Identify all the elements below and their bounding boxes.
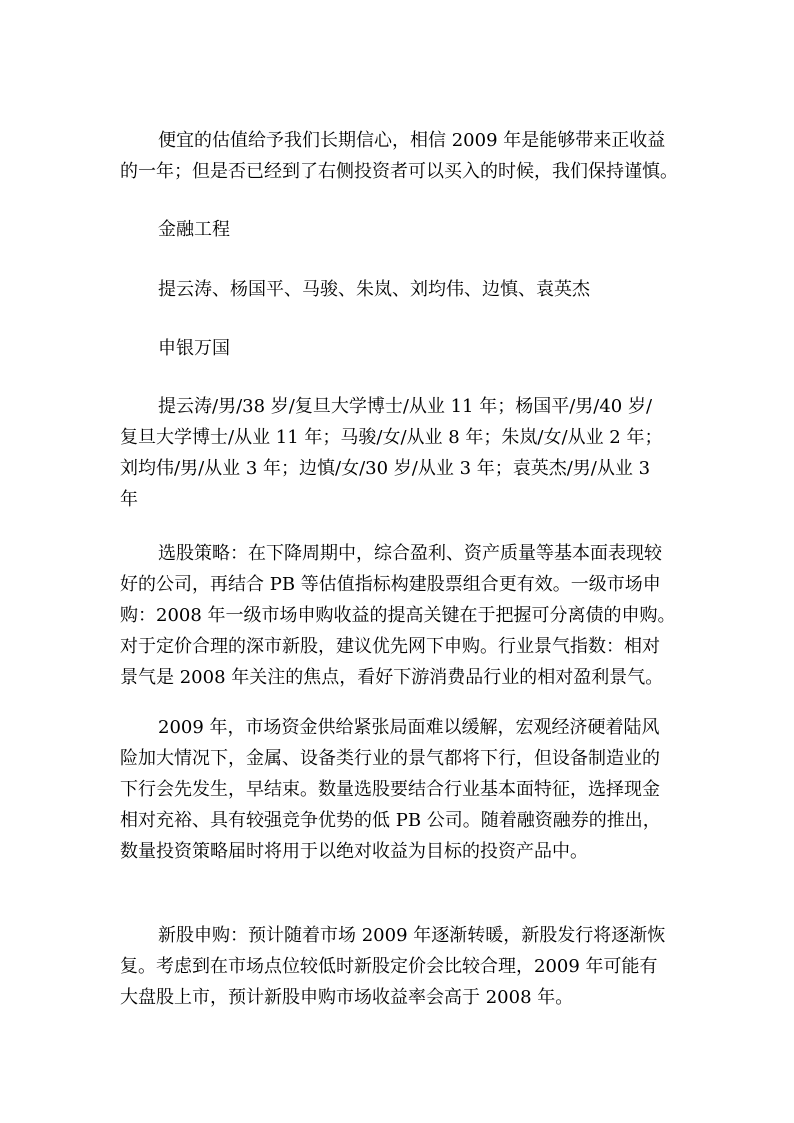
- text-line: 便宜的估值给予我们长期信心，相信 2009 年是能够带来正收益: [158, 130, 666, 151]
- text-line: 购：2008 年一级市场申购收益的提高关键在于把握可分离债的申购。: [120, 605, 676, 626]
- text-line: 刘均伟/男/从业 3 年；边慎/女/30 岁/从业 3 年；袁英杰/男/从业 3: [120, 458, 651, 479]
- paragraph-2009-market-outlook: [120, 712, 680, 867]
- text-line: 大盘股上市，预计新股申购市场收益率会高于 2008 年。: [120, 987, 574, 1008]
- paragraph-valuation-outlook: [120, 125, 680, 187]
- text-line: 下行会先发生，早结束。数量选股要结合行业基本面特征，选择现金: [120, 779, 660, 800]
- text-line: 险加大情况下，金属、设备类行业的景气都将下行，但设备制造业的: [120, 748, 660, 769]
- text-line: 新股申购：预计随着市场 2009 年逐渐转暖，新股发行将逐渐恢: [158, 925, 666, 946]
- text-line: 提云涛、杨国平、马骏、朱岚、刘均伟、边慎、袁英杰: [158, 279, 590, 300]
- text-line: 好的公司，再结合 PB 等估值指标构建股票组合更有效。一级市场申: [120, 574, 661, 595]
- company-name: [120, 333, 680, 364]
- text-line: 复旦大学博士/从业 11 年；马骏/女/从业 8 年；朱岚/女/从业 2 年；: [120, 427, 663, 448]
- text-line: 对于定价合理的深市新股，建议优先网下申购。行业景气指数：相对: [120, 636, 660, 657]
- text-line: 相对充裕、具有较强竞争优势的低 PB 公司。随着融资融券的推出，: [120, 810, 661, 831]
- text-line: 的一年；但是否已经到了右侧投资者可以买入的时候，我们保持谨慎。: [120, 161, 678, 182]
- text-line: 复。考虑到在市场点位较低时新股定价会比较合理，2009 年可能有: [120, 956, 658, 977]
- text-line: 景气是 2008 年关注的焦点，看好下游消费品行业的相对盈利景气。: [120, 667, 664, 688]
- text-line: 申银万国: [158, 338, 230, 359]
- section-heading-financial-engineering: [120, 214, 680, 245]
- text-line: 2009 年，市场资金供给紧张局面难以缓解，宏观经济硬着陆风: [158, 717, 660, 738]
- text-line: 年: [120, 489, 138, 510]
- text-line: 数量投资策略届时将用于以绝对收益为目标的投资产品中。: [120, 841, 588, 862]
- text-line: 提云涛/男/38 岁/复旦大学博士/从业 11 年；杨国平/男/40 岁/: [158, 396, 653, 417]
- manager-profiles: [120, 391, 680, 515]
- text-line: 选股策略：在下降周期中，综合盈利、资产质量等基本面表现较: [158, 543, 662, 564]
- paragraph-ipo-subscription: [120, 920, 680, 1013]
- text-line: 金融工程: [158, 219, 230, 240]
- paragraph-stock-selection-strategy: [120, 538, 680, 693]
- manager-names: [120, 274, 680, 305]
